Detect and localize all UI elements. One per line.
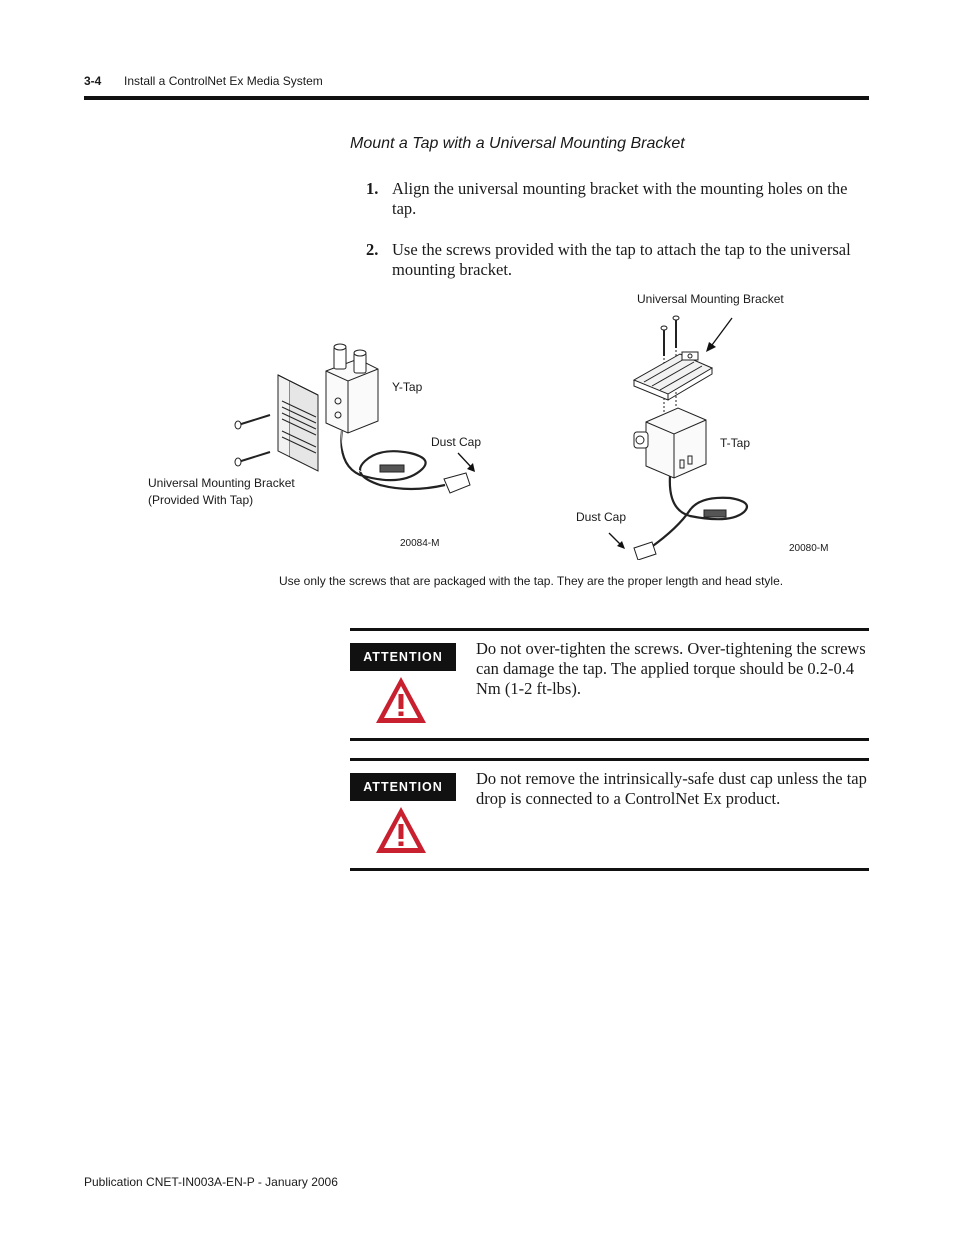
step-text: Use the screws provided with the tap to attach the tap to the universal mounting bracket.	[392, 240, 851, 279]
attention-rule-bottom	[350, 868, 869, 871]
bracket-label-sub: (Provided With Tap)	[148, 493, 254, 507]
attention-rule-bottom	[350, 738, 869, 741]
warning-triangle-icon	[373, 804, 429, 856]
warning-triangle-icon	[373, 674, 429, 726]
page-number: 3-4	[84, 74, 102, 88]
header-rule	[84, 96, 869, 100]
y-tap-label: Y-Tap	[392, 380, 423, 394]
step-text: Align the universal mounting bracket with the mounting holes on the tap.	[392, 179, 848, 218]
step-2	[366, 240, 861, 280]
attention-rule-top	[350, 628, 869, 631]
footer-publication: Publication CNET-IN003A-EN-P - January 2006	[84, 1175, 338, 1189]
bracket-arrow	[700, 315, 736, 355]
dust-cap-label: Dust Cap	[431, 435, 482, 449]
screw-note: Use only the screws that are packaged with the tap. They are the proper length and head style.	[279, 574, 784, 588]
figure-id: 20084-M	[400, 538, 440, 549]
attention-text: Do not over-tighten the screws. Over-tightening the screws can damage the tap. The applied torque should be 0.2-0.4 Nm (1-2 ft-lbs).	[476, 639, 866, 698]
dust-cap-arrow	[455, 450, 481, 476]
step-1	[366, 179, 861, 219]
step-number: 1.	[366, 179, 379, 198]
figure-id: 20080-M	[789, 543, 829, 554]
chapter-title: Install a ControlNet Ex Media System	[124, 74, 323, 88]
dust-cap-label: Dust Cap	[576, 510, 627, 524]
attention-badge: ATTENTION	[350, 773, 456, 801]
t-tap-label: T-Tap	[720, 436, 751, 450]
attention-badge: ATTENTION	[350, 643, 456, 671]
bracket-label: Universal Mounting Bracket	[148, 476, 295, 490]
bracket-label: Universal Mounting Bracket	[637, 292, 784, 306]
section-heading: Mount a Tap with a Universal Mounting Bracket	[350, 135, 685, 152]
dust-cap-arrow	[606, 530, 630, 554]
attention-text: Do not remove the intrinsically-safe dust cap unless the tap drop is connected to a ControlNet Ex product.	[476, 769, 867, 808]
step-number: 2.	[366, 240, 379, 259]
attention-rule-top	[350, 758, 869, 761]
